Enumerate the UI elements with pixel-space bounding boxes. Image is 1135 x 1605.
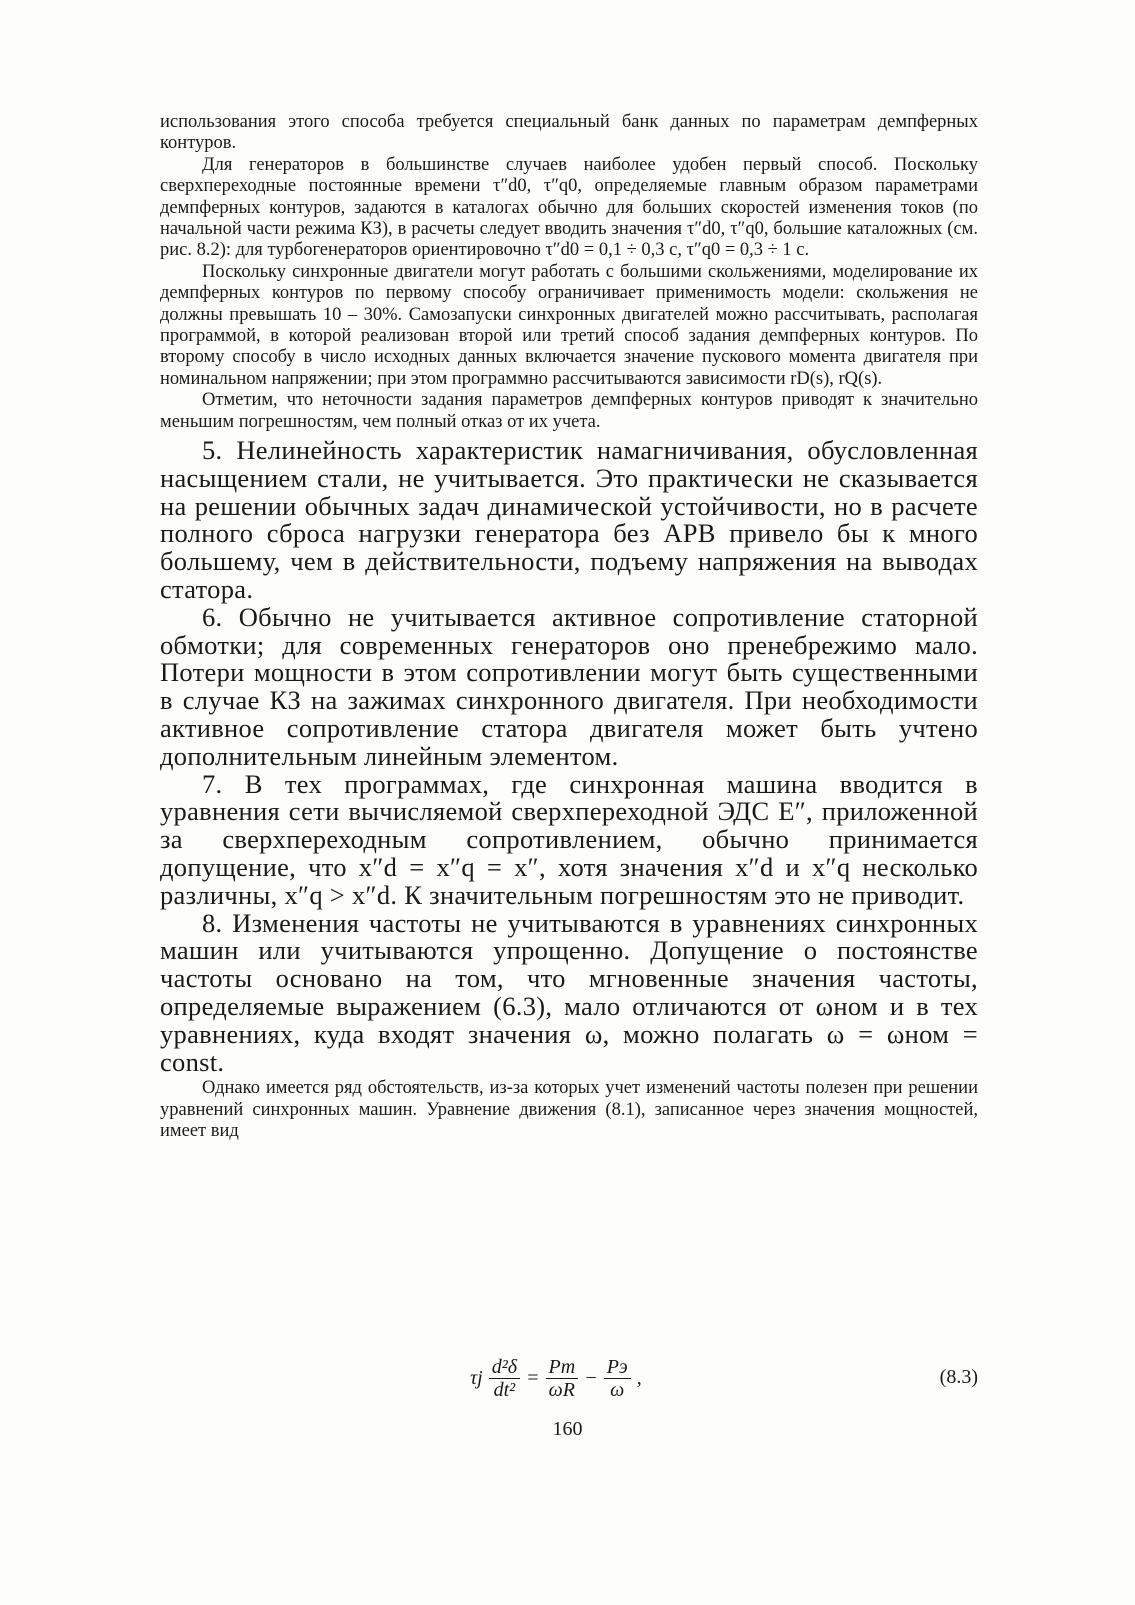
small-text-block-top	[160, 112, 978, 433]
body-text	[160, 112, 978, 1143]
equation-8-3	[160, 1350, 978, 1406]
minus-sign: −	[584, 1366, 598, 1389]
list-item-6: 6. Обычно не учитывается активное сопротивление статорной обмотки; для современных генераторов оно пренебрежимо мало. Потери мощности в этом сопротивлении могут быть существенными в случае КЗ на зажимах синхронного двигателя. При необходимости активное сопротивление статора двигателя может быть учтено дополнительным линейным элементом.	[160, 601, 978, 771]
paragraph: Однако имеется ряд обстоятельств, из-за которых учет изменений частоты полезен при решении уравнений синхронных машин. Уравнение движения (8.1), записанное через значения мощностей, имеет вид	[160, 1078, 978, 1142]
equation-expression	[470, 1350, 642, 1406]
equals-sign: =	[526, 1366, 540, 1389]
paragraph: использования этого способа требуется специальный банк данных по параметрам демпферных контуров.	[160, 112, 978, 154]
list-item-5: 5. Нелинейность характеристик намагничивания, обусловленная насыщением стали, не учитывается. Это практически не сказывается на решении обычных задач динамической устойчивости, но в расчете полного сброса нагрузки генератора без АРВ привело бы к много большему, чем в действительности, подъему напряжения на выводах статора.	[160, 435, 978, 605]
tau-coefficient: τj	[470, 1366, 483, 1389]
electrical-power-fraction: $\frac{Pэ}{\omega}$	[604, 1356, 631, 1401]
list-item-8: 8. Изменения частоты не учитываются в уравнениях синхронных машин или учитываются упрощенно. Допущение о постоянстве частоты основано на том, что мгновенные значения частоты, определяемые выражением (6.3), мало отличаются от ωном и в тех уравнениях, куда входят значения ω, можно полагать ω = ωном = const.	[160, 907, 978, 1077]
mechanical-power-fraction: $\frac{Pт}{\omega R}$	[546, 1356, 579, 1401]
paragraph: Отметим, что неточности задания параметров демпферных контуров приводят к значительно меньшим погрешностям, чем полный отказ от их учета.	[160, 390, 978, 432]
page-number: 160	[552, 1418, 583, 1440]
second-derivative-fraction: $\frac{\text{d²δ}}{\text{dt²}}$	[489, 1356, 520, 1401]
comma: ,	[636, 1366, 642, 1389]
list-item-7: 7. В тех программах, где синхронная машина вводится в уравнения сети вычисляемой сверхпереходной ЭДС E″, приложенной за сверхпереходным сопротивлением, обычно принимается допущение, что x″d = x″q = x″, хотя значения x″d и x″q несколько различны, x″q > x″d. К значительным погрешностям это не приводит.	[160, 768, 978, 910]
paragraph: Для генераторов в большинстве случаев наиболее удобен первый способ. Поскольку сверхпереходные постоянные времени τ″d0, τ″q0, определяемые главным образом параметрами демпферных контуров, задаются в каталогах обычно для больших скоростей изменения токов (по начальной части режима КЗ), в расчеты следует вводить значения τ″d0, τ″q0, большие каталожных (см. рис. 8.2): для турбогенераторов ориентировочно τ″d0 = 0,1 ÷ 0,3 с, τ″q0 = 0,3 ÷ 1 с.	[160, 154, 978, 261]
paragraph: Поскольку синхронные двигатели могут работать с большими скольжениями, моделирование их демпферных контуров по первому способу ограничивает применимость модели: скольжения не должны превышать 10 – 30%. Самозапуски синхронных двигателей можно рассчитывать, располагая программой, в которой реализован второй или третий способ задания демпферных контуров. По второму способу в число исходных данных включается значение пускового момента двигателя при номинальном напряжении; при этом программно рассчитываются зависимости rD(s), rQ(s).	[160, 261, 978, 389]
equation-number: (8.3)	[939, 1366, 978, 1388]
large-text-block	[160, 437, 978, 1076]
small-text-block-bottom	[160, 1078, 978, 1142]
